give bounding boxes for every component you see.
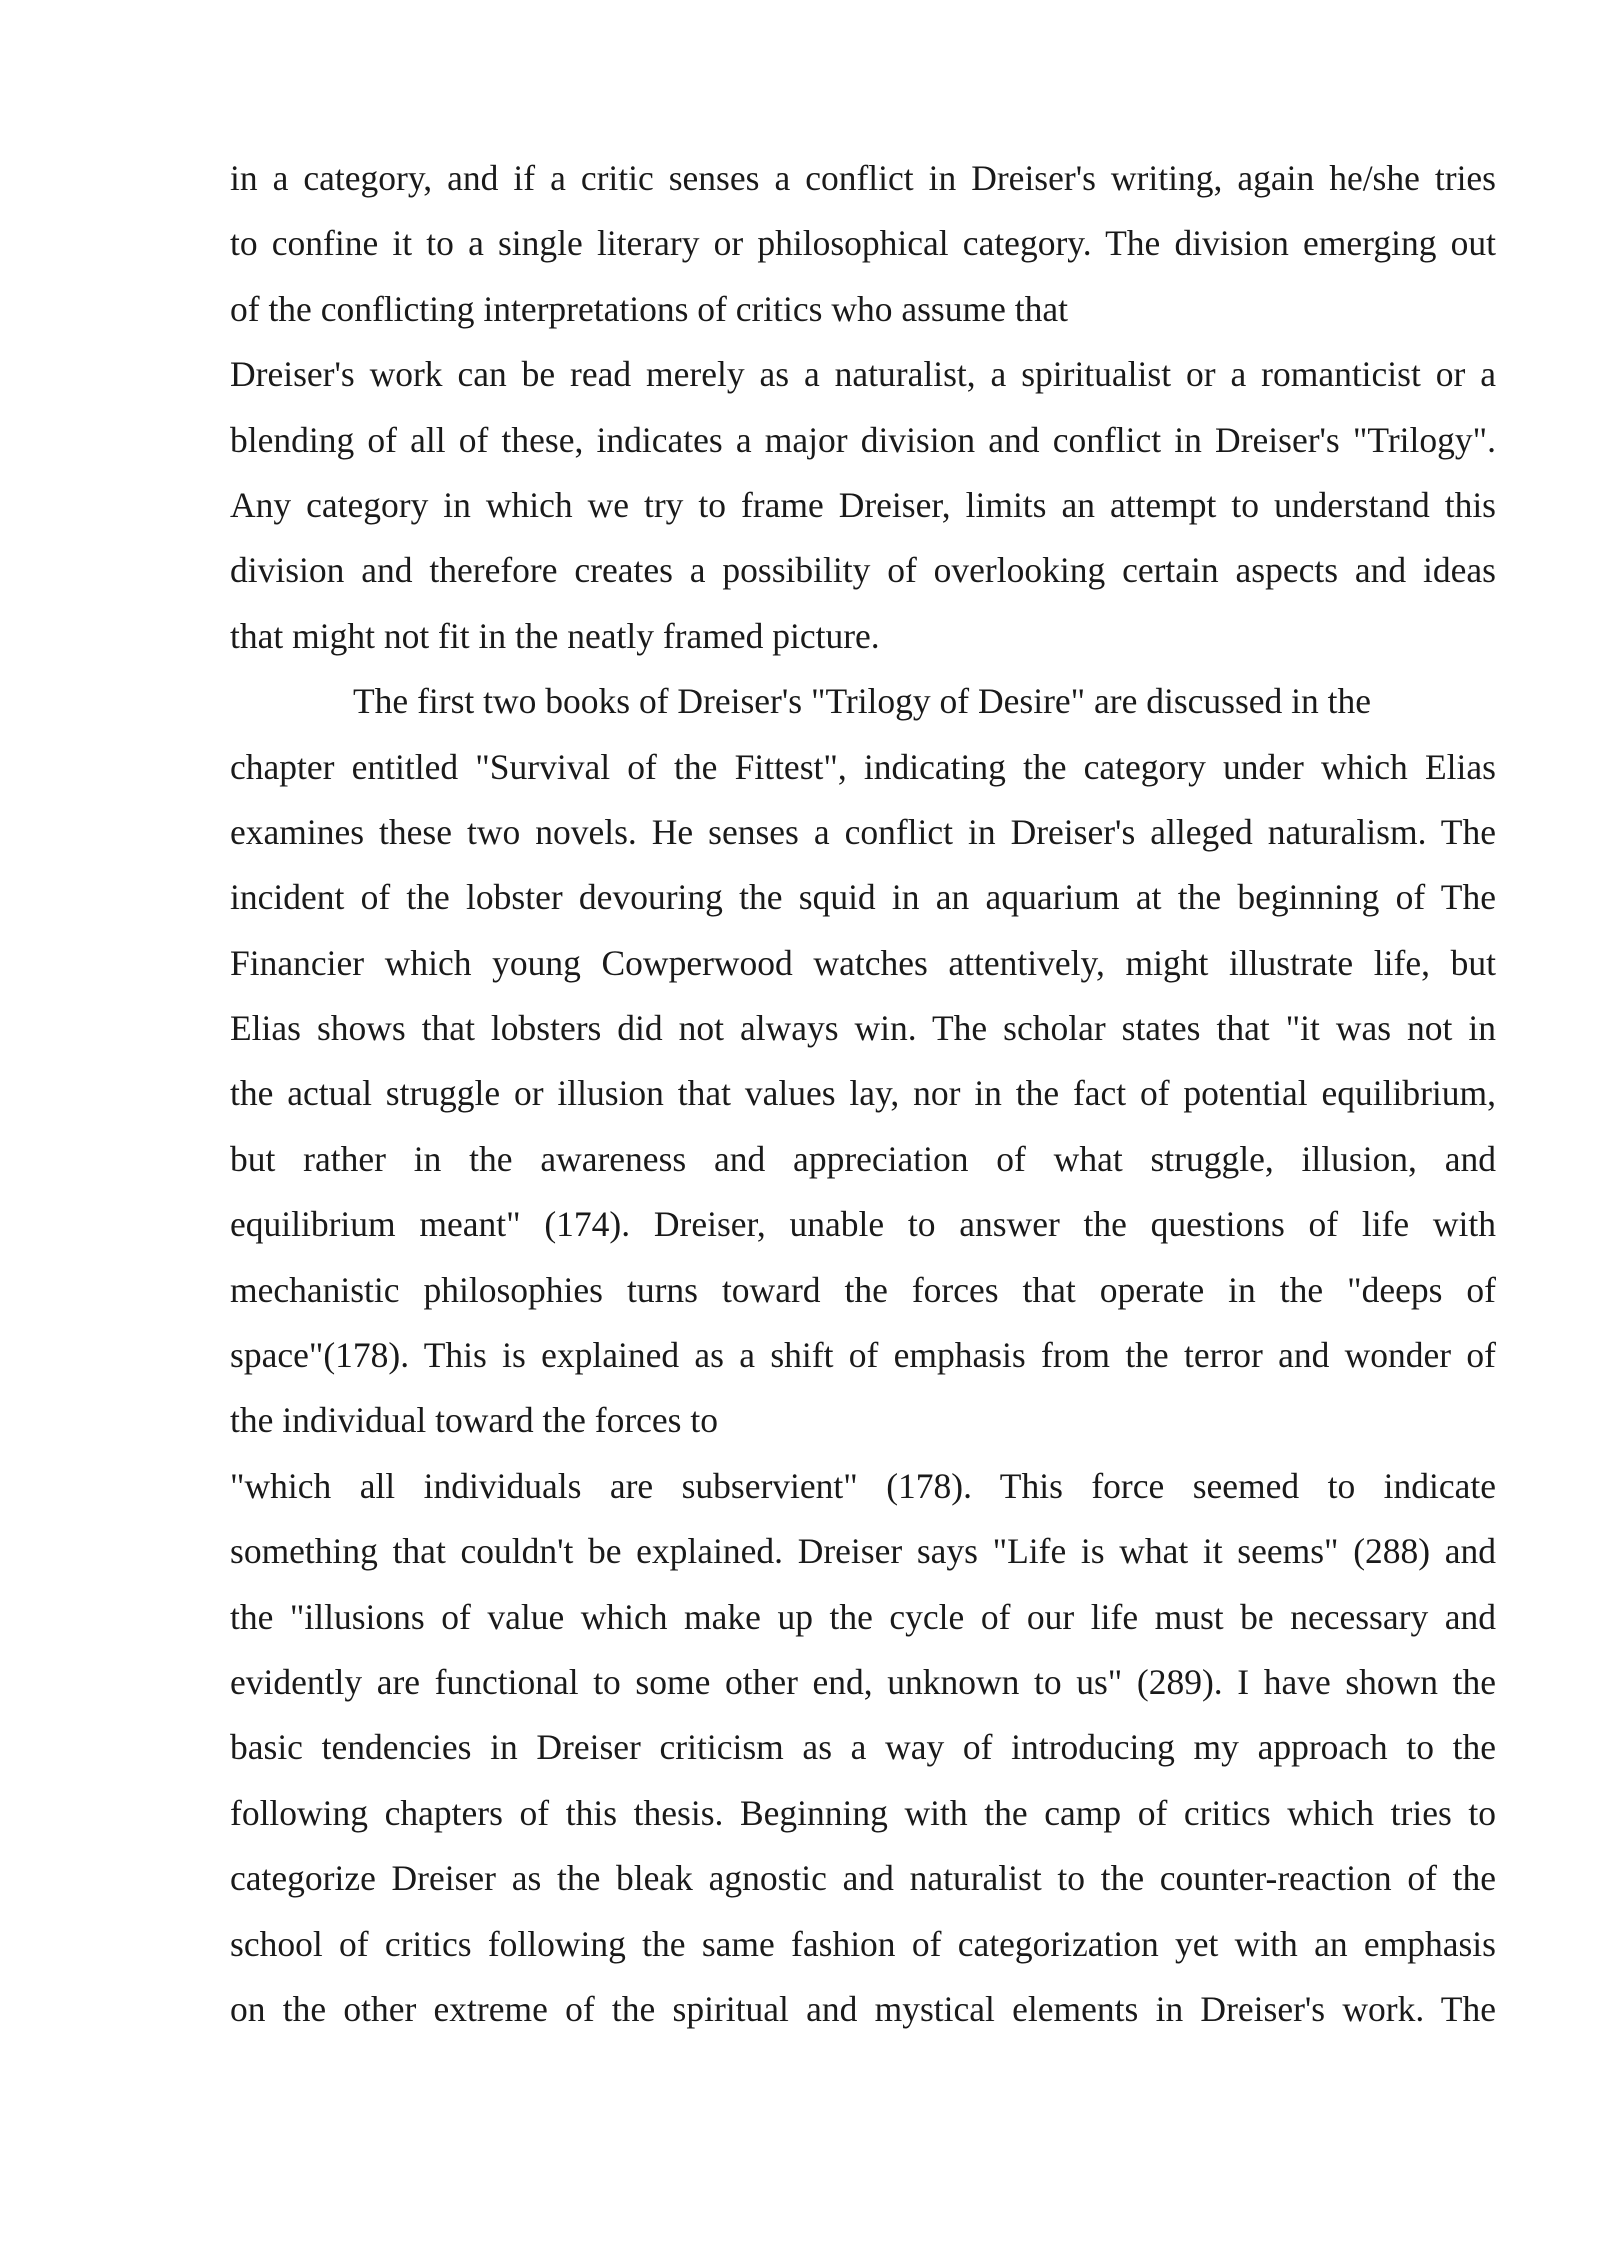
text-line: incident of the lobster devouring the squid in an aquarium at the beginning of The bbox=[230, 877, 1496, 918]
text-line: Any category in which we try to frame Dreiser, limits an attempt to understand this bbox=[230, 484, 1496, 525]
text-line: something that couldn't be explained. Dreiser says "Life is what it seems" (288) and bbox=[230, 1531, 1496, 1572]
text-line: basic tendencies in Dreiser criticism as a way of introducing my approach to the bbox=[230, 1727, 1496, 1768]
text-line: examines these two novels. He senses a conflict in Dreiser's alleged naturalism. The bbox=[230, 811, 1496, 852]
text-line: that might not fit in the neatly framed picture. bbox=[230, 615, 880, 656]
text-line: chapter entitled "Survival of the Fittest", indicating the category under which Elias bbox=[230, 746, 1496, 787]
text-line: Financier which young Cowperwood watches attentively, might illustrate life, but bbox=[230, 942, 1496, 983]
text-line: Dreiser's work can be read merely as a naturalist, a spiritualist or a romanticist or a bbox=[230, 354, 1496, 395]
text-line: mechanistic philosophies turns toward the forces that operate in the "deeps of bbox=[230, 1269, 1496, 1310]
body-text bbox=[230, 146, 1496, 2042]
text-line: blending of all of these, indicates a major division and conflict in Dreiser's "Trilogy". bbox=[230, 419, 1496, 460]
text-line: following chapters of this thesis. Beginning with the camp of critics which tries to bbox=[230, 1792, 1496, 1833]
text-line: of the conflicting interpretations of critics who assume that bbox=[230, 288, 1068, 329]
text-line: on the other extreme of the spiritual and mystical elements in Dreiser's work. The bbox=[230, 1988, 1496, 2029]
text-line: in a category, and if a critic senses a conflict in Dreiser's writing, again he/she tries bbox=[230, 158, 1496, 198]
text-line: to confine it to a single literary or philosophical category. The division emerging out bbox=[230, 223, 1496, 264]
text-line: school of critics following the same fashion of categorization yet with an emphasis bbox=[230, 1923, 1496, 1964]
text-line: Elias shows that lobsters did not always win. The scholar states that "it was not in bbox=[230, 1008, 1496, 1049]
text-line: equilibrium meant" (174). Dreiser, unable to answer the questions of life with bbox=[230, 1204, 1496, 1245]
text-line: evidently are functional to some other end, unknown to us" (289). I have shown the bbox=[230, 1661, 1496, 1702]
text-line: the actual struggle or illusion that values lay, nor in the fact of potential equilibrium, bbox=[230, 1073, 1496, 1114]
text-line: "which all individuals are subservient" (178). This force seemed to indicate bbox=[230, 1465, 1496, 1506]
text-line: space"(178). This is explained as a shift of emphasis from the terror and wonder of bbox=[230, 1335, 1496, 1376]
text-line: the "illusions of value which make up the cycle of our life must be necessary and bbox=[230, 1596, 1496, 1637]
text-line: categorize Dreiser as the bleak agnostic and naturalist to the counter-reaction of the bbox=[230, 1858, 1496, 1899]
text-line: division and therefore creates a possibility of overlooking certain aspects and ideas bbox=[230, 550, 1496, 591]
paragraph-first-line: The first two books of Dreiser's "Trilogy of Desire" are discussed in the bbox=[353, 681, 1372, 722]
text-line: but rather in the awareness and appreciation of what struggle, illusion, and bbox=[230, 1138, 1496, 1179]
text-line: the individual toward the forces to bbox=[230, 1400, 718, 1441]
